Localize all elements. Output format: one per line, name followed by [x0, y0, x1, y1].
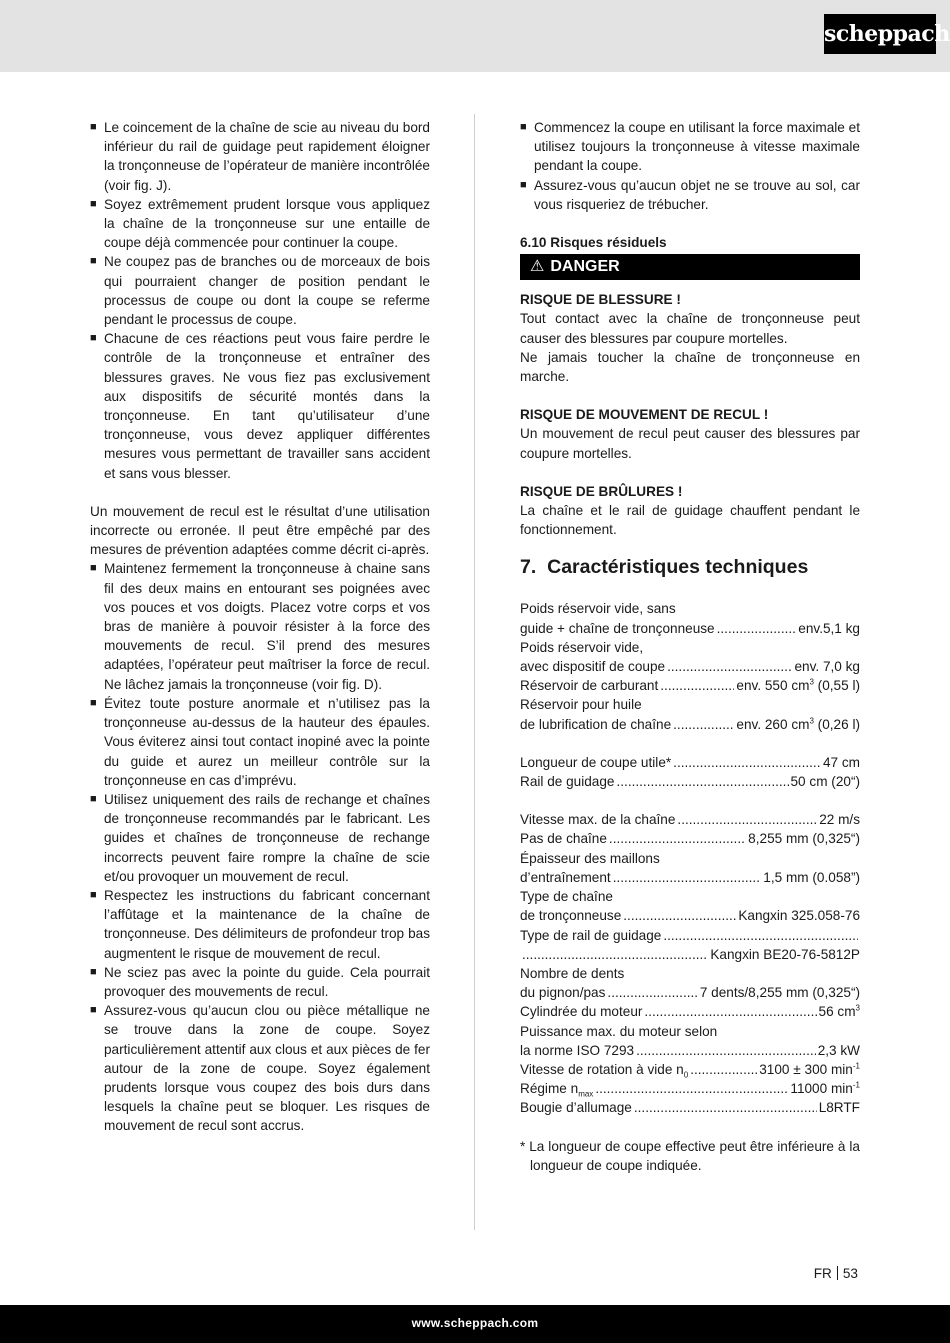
risk-block: [520, 482, 860, 540]
header-bar: [0, 0, 950, 72]
list-item: ■ Assurez-vous qu’aucun objet ne se trouve au sol, car vous risqueriez de trébucher.: [520, 177, 860, 212]
footnote: * La longueur de coupe effective peut être inférieure à la longueur de coupe indiquée.: [520, 1138, 860, 1173]
risk-text: Un mouvement de recul peut causer des blessures par coupure mortelles.: [520, 426, 860, 461]
bullet-list-2: [90, 559, 430, 1135]
footer-url[interactable]: www.scheppach.com: [411, 1316, 539, 1330]
list-item: ■ Commencez la coupe en utilisant la force maximale et utilisez toujours la tronçonneuse à vitesse maximale pendant la coupe.: [520, 120, 860, 174]
list-item: ■ Ne coupez pas de branches ou de morceaux de bois qui pourraient changer de position pendant le processus de coupe ou dont la coupe se referme pendant le processus de coupe.: [90, 254, 430, 328]
risk-text: Ne jamais toucher la chaîne de tronçonneuse en marche.: [520, 349, 860, 385]
spec-line: Nombre de dents: [520, 965, 625, 981]
spec-row: Pas de chaîne ..... 8,255 mm (0,325“): [520, 829, 860, 848]
spec-line: Puissance max. du moteur selon: [520, 1023, 718, 1039]
risk-title: RISQUE DE BLESSURE !: [520, 292, 681, 308]
spec-row: Longueur de coupe utile* ..... 47 cm: [520, 753, 860, 772]
bullet-square-icon: ■: [90, 888, 97, 901]
spec-line: Épaisseur des maillons: [520, 850, 660, 866]
spec-row: Régime $n_{max}$ ..... 11000 $\min^{-1}$: [520, 1079, 860, 1098]
bullet-square-icon: ■: [90, 121, 97, 133]
list-item: ■ Soyez extrêmement prudent lorsque vous appliquez la chaîne de la tronçonneuse sur une entaille de coupe déjà commencée pour continuer la coupe.: [90, 196, 430, 251]
left-column: [90, 118, 430, 1136]
spec-row: Cylindrée du moteur ..... 56 $cm^3$: [520, 1002, 860, 1021]
bullet-square-icon: ■: [90, 792, 97, 805]
spec-line: Poids réservoir vide, sans: [520, 601, 676, 617]
spec-table: [520, 599, 860, 1117]
list-item: ■ Utilisez uniquement des rails de rechange et chaînes de tronçonneuse recommandés par le fabricant. Les guides et chaînes de tronçonneuse de rechange incorrects peuvent faire rompre la chaîne de scie et/ou provoquer un mouvement de recul.: [90, 791, 430, 884]
spec-row: du pignon/pas ..... 7 dents/8,255 mm (0,325“): [520, 983, 860, 1002]
spec-row: Vitesse max. de la chaîne ..... 22 m/s: [520, 810, 860, 829]
list-item: ■ Évitez toute posture anormale et n’utilisez pas la tronçonneuse au-dessus de la hauteur des épaules. Vous éviterez ainsi tout contact inopiné avec la pointe du guide et aurez un meilleur contrôle sur la tronçonneuse en cas d’imprévu.: [90, 695, 430, 788]
bullet-square-icon: ■: [90, 696, 97, 709]
warning-triangle-icon: ⚠: [530, 258, 545, 276]
section-6-10-heading: 6.10 Risques résiduels: [520, 235, 667, 251]
page-number: FR 53: [813, 1266, 858, 1281]
list-item: ■ Maintenez fermement la tronçonneuse à chaine sans fil des deux mains en entourant ses poignées avec vos pouces et vos doigts. Placez votre corps et vos bras de manière à pouvoir résister à la force des mouvements de recul. S’il prend des mesures adaptées, l’opérateur peut maîtriser la force de recul. Ne lâchez jamais la tronçonneuse (voir fig. D).: [90, 561, 430, 692]
bullet-square-icon: ■: [90, 965, 97, 978]
risk-title: RISQUE DE MOUVEMENT DE RECUL !: [520, 407, 769, 423]
danger-banner: ⚠ DANGER: [520, 254, 860, 280]
risk-block: [520, 290, 860, 386]
bullet-square-icon: ■: [90, 332, 97, 345]
bullet-square-icon: ■: [520, 178, 527, 191]
risk-text: La chaîne et le rail de guidage chauffent pendant le fonctionnement.: [520, 503, 860, 538]
risk-title: RISQUE DE BRÛLURES !: [520, 483, 683, 499]
risk-text: Tout contact avec la chaîne de tronçonneuse peut causer des blessures par coupure mortelles.: [520, 311, 860, 346]
risk-block: [520, 405, 860, 463]
column-divider: [474, 114, 475, 1230]
bullet-list-1: [90, 118, 430, 483]
kickback-paragraph: Un mouvement de recul est le résultat d’une utilisation incorrecte ou erronée. Il peut être empêché par des mesures de prévention adaptées comme décrit ci-après.: [90, 503, 430, 558]
list-item: ■ Ne sciez pas avec la pointe du guide. Cela pourrait provoquer des mouvements de recul.: [90, 964, 430, 999]
list-item: ■ Respectez les instructions du fabricant concernant l’affûtage et la maintenance de la chaîne de tronçonneuse. Des délimiteurs de profondeur trop bas augmentent le risque de mouvement de recul.: [90, 887, 430, 961]
right-column: [520, 118, 860, 1175]
spec-row: guide + chaîne de tronçonneuse ..... env.5,1 kg: [520, 619, 860, 638]
footer-bar: [0, 1305, 950, 1343]
spec-row: ..... Kangxin BE20-76-5812P: [520, 945, 860, 964]
spec-line: Type de chaîne: [520, 889, 613, 905]
list-item: ■ Le coincement de la chaîne de scie au niveau du bord inférieur du rail de guidage peut rapidement éloigner la tronçonneuse de l’opérateur de manière incontrôlée (voir fig. J).: [90, 120, 430, 193]
spec-line: Poids réservoir vide,: [520, 639, 644, 655]
bullet-square-icon: ■: [90, 562, 97, 575]
spec-row: Réservoir de carburant ..... env. 550 $cm^3$ (0,55 l): [520, 676, 860, 695]
section-7-heading: 7. Caractéristiques techniques: [520, 556, 809, 579]
bullet-square-icon: ■: [90, 197, 97, 210]
spec-row: Bougie d’allumage ..... L8RTF: [520, 1098, 860, 1117]
spec-row: de lubrification de chaîne ..... env. 260 $cm^3$ (0,26 l): [520, 715, 860, 734]
bullet-square-icon: ■: [90, 1004, 97, 1017]
bullet-list-3: [520, 118, 860, 214]
spec-row: de tronçonneuse ..... Kangxin 325.058-76: [520, 906, 860, 925]
spec-row: Type de rail de guidage .....: [520, 926, 860, 945]
spec-row: Rail de guidage ..... 50 cm (20“): [520, 772, 860, 791]
spec-row: Vitesse de rotation à vide $n_0$ ..... 3100 ± 300 $\min^{-1}$: [520, 1060, 860, 1079]
spec-row: d’entraînement ..... 1,5 mm (0.058”): [520, 868, 860, 887]
spec-row: la norme ISO 7293 ..... 2,3 kW: [520, 1041, 860, 1060]
bullet-square-icon: ■: [90, 255, 97, 268]
list-item: ■ Assurez-vous qu’aucun clou ou pièce métallique ne se trouve dans la zone de coupe. Soyez particulièrement attentif aux clous et aux pièces de fer autour de la zone de coupe. Soyez également prudents lorsque vous coupez des bois durs dans lesquels la chaîne peut se bloquer. Les risques de mouvement de recul sont accrus.: [90, 1003, 430, 1134]
list-item: ■ Chacune de ces réactions peut vous faire perdre le contrôle de la tronçonneuse et entraîner des blessures graves. Ne vous fiez pas exclusivement aux dispositifs de sécurité montés dans la tronçonneuse. En tant qu’utilisateur d’une tronçonneuse, vous devez appliquer différentes mesures vous permettant de travailler sans accident et sans vous blesser.: [90, 331, 430, 481]
scheppach-logo: scheppach: [824, 14, 936, 54]
spec-row: avec dispositif de coupe ..... env. 7,0 kg: [520, 657, 860, 676]
spec-line: Réservoir pour huile: [520, 697, 642, 713]
bullet-square-icon: ■: [520, 121, 527, 133]
